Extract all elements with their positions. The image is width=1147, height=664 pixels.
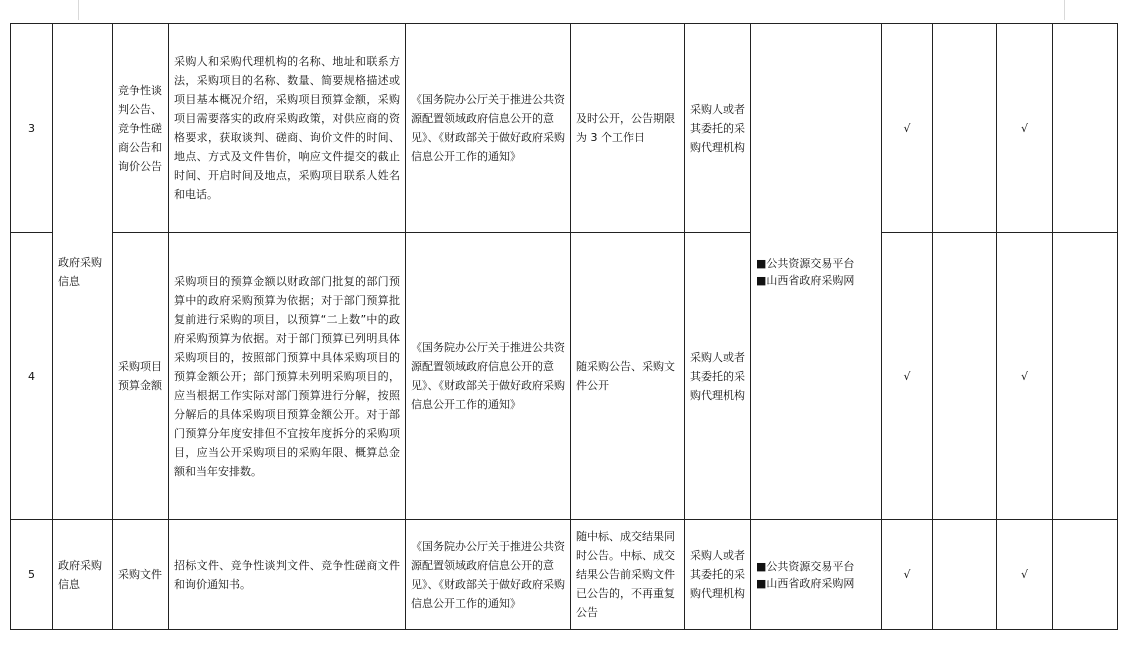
check-mark: √ [997,520,1053,630]
empty-cell [933,24,997,233]
basis-cell: 《国务院办公厅关于推进公共资源配置领域政府信息公开的意见》、《财政部关于做好政府采购信息公开工作的通知》 [406,233,571,520]
check-mark: √ [997,24,1053,233]
subject-cell: 采购人或者其委托的采购代理机构 [685,233,751,520]
platform-cell [751,24,882,520]
item-cell: 采购项目预算金额 [113,233,169,520]
empty-cell [1053,233,1118,520]
basis-cell: 《国务院办公厅关于推进公共资源配置领域政府信息公开的意见》、《财政部关于做好政府采购信息公开工作的通知》 [406,520,571,630]
category-cell: 政府采购信息 [53,520,113,630]
empty-cell [933,233,997,520]
platform-cell [751,520,882,630]
margin-mark-right [1064,0,1065,20]
empty-cell [1053,24,1118,233]
content-cell: 采购人和采购代理机构的名称、地址和联系方法，采购项目的名称、数量、简要规格描述或项目基本概况介绍，采购项目预算金额，采购项目需要落实的政府采购政策，对供应商的资格要求，获取谈判、磋商、询价文件的时间、地点、方式及文件售价，响应文件提交的截止时间、开启时间及地点，采购项目联系人姓名和电话。 [169,24,406,233]
table-row [11,24,1118,233]
timing-cell: 随采购公告、采购文件公开 [571,233,685,520]
platform-item: ■山西省政府采购网 [756,576,855,590]
row-number: 5 [11,520,53,630]
table-row [11,520,1118,630]
disclosure-table [10,23,1118,630]
subject-cell: 采购人或者其委托的采购代理机构 [685,520,751,630]
row-number: 4 [11,233,53,520]
platform-item: ■山西省政府采购网 [756,273,855,287]
row-number: 3 [11,24,53,233]
margin-mark-left [78,0,79,20]
empty-cell [1053,520,1118,630]
platform-item: ■公共资源交易平台 [756,559,855,573]
empty-cell [933,520,997,630]
check-mark: √ [882,520,933,630]
item-cell: 采购文件 [113,520,169,630]
basis-cell: 《国务院办公厅关于推进公共资源配置领域政府信息公开的意见》、《财政部关于做好政府采购信息公开工作的通知》 [406,24,571,233]
content-cell: 招标文件、竞争性谈判文件、竞争性磋商文件和询价通知书。 [169,520,406,630]
platform-item: ■公共资源交易平台 [756,256,855,270]
timing-cell: 及时公开，公告期限为 3 个工作日 [571,24,685,233]
subject-cell: 采购人或者其委托的采购代理机构 [685,24,751,233]
timing-cell: 随中标、成交结果同时公告。中标、成交结果公告前采购文件已公告的，不再重复公告 [571,520,685,630]
content-cell: 采购项目的预算金额以财政部门批复的部门预算中的政府采购预算为依据；对于部门预算批复前进行采购的项目，以预算“二上数”中的政府采购预算为依据。对于部门预算已列明具体采购项目的，按照部门预算中具体采购项目的预算金额公开；部门预算未列明采购项目的，应当根据工作实际对部门预算进行分解，按照分解后的具体采购项目预算金额公开。对于部门预算分年度安排但不宜按年度拆分的采购项目，应当公开采购项目的采购年限、概算总金额和当年安排数。 [169,233,406,520]
check-mark: √ [882,24,933,233]
item-cell: 竞争性谈判公告、竞争性磋商公告和询价公告 [113,24,169,233]
check-mark: √ [882,233,933,520]
category-cell: 政府采购信息 [53,24,113,520]
table-row [11,233,1118,520]
page-margin-marks [0,0,1147,22]
check-mark: √ [997,233,1053,520]
